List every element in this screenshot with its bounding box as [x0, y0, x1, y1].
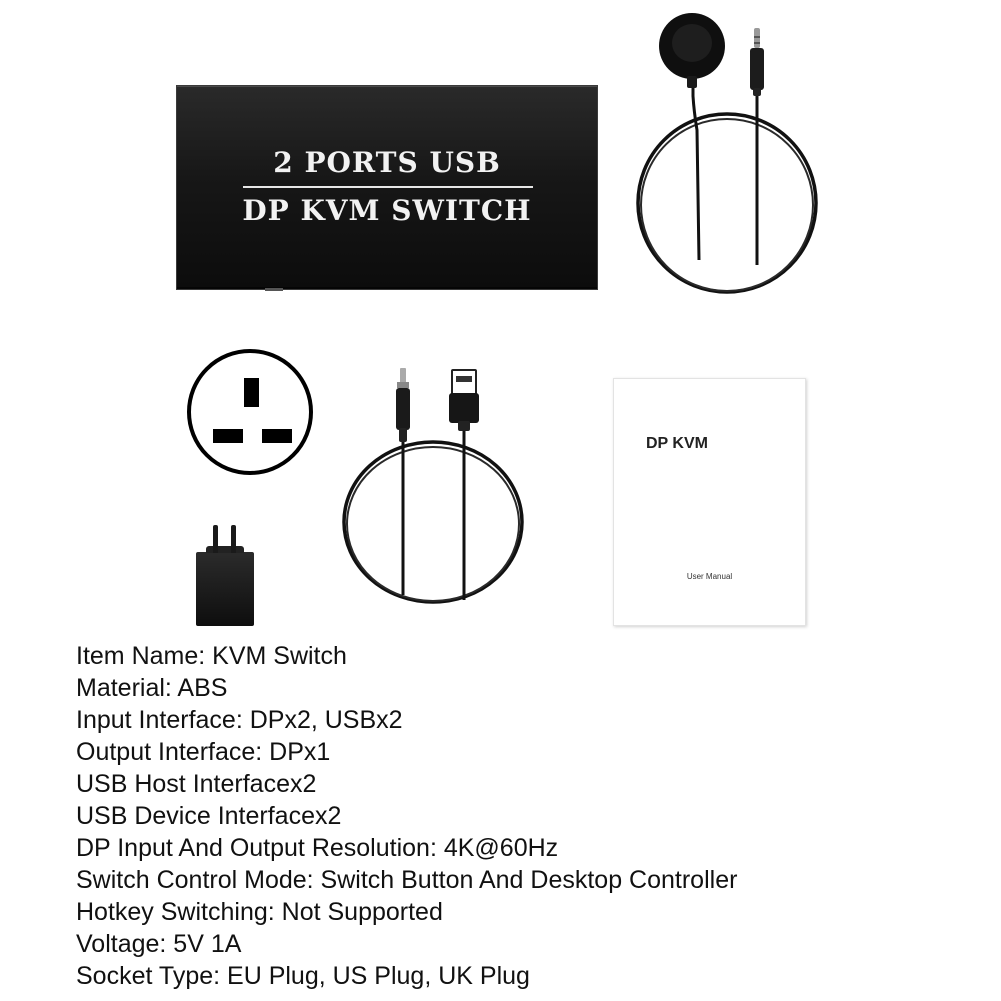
spec-item: DP Input And Output Resolution: 4K@60Hz: [76, 834, 559, 862]
box-label-line2: DP KVM SWITCH: [242, 194, 532, 227]
box-label-line1: 2 PORTS USB: [273, 146, 501, 179]
spec-item: Voltage: 5V 1A: [76, 930, 242, 958]
uk-plug-live-pin: [213, 429, 243, 443]
spec-item: Input Interface: DPx2, USBx2: [76, 706, 403, 734]
spec-item: Item Name: KVM Switch: [76, 642, 347, 670]
uk-plug-earth-pin: [244, 378, 259, 407]
adapter-pin-right: [231, 525, 236, 553]
spec-list: [76, 640, 976, 992]
manual-title: DP KVM: [646, 435, 708, 452]
uk-plug-neutral-pin: [262, 429, 292, 443]
kvm-switch-box: [176, 85, 598, 290]
manual-subtitle: User Manual: [686, 572, 733, 581]
spec-item: Material: ABS: [76, 674, 228, 702]
spec-item: Switch Control Mode: Switch Button And Desktop Controller: [76, 866, 738, 894]
spec-item: USB Device Interfacex2: [76, 802, 342, 830]
adapter-pin-base: [206, 546, 244, 553]
spec-item: Output Interface: DPx1: [76, 738, 331, 766]
box-notch: [265, 288, 283, 291]
box-label-divider: [243, 186, 533, 188]
user-manual: [613, 378, 806, 626]
spec-item: USB Host Interfacex2: [76, 770, 317, 798]
uk-plug-icon: [187, 349, 313, 475]
spec-item: Socket Type: EU Plug, US Plug, UK Plug: [76, 962, 530, 990]
adapter-pin-left: [213, 525, 218, 553]
power-adapter-icon: [196, 552, 254, 626]
spec-item: Hotkey Switching: Not Supported: [76, 898, 443, 926]
